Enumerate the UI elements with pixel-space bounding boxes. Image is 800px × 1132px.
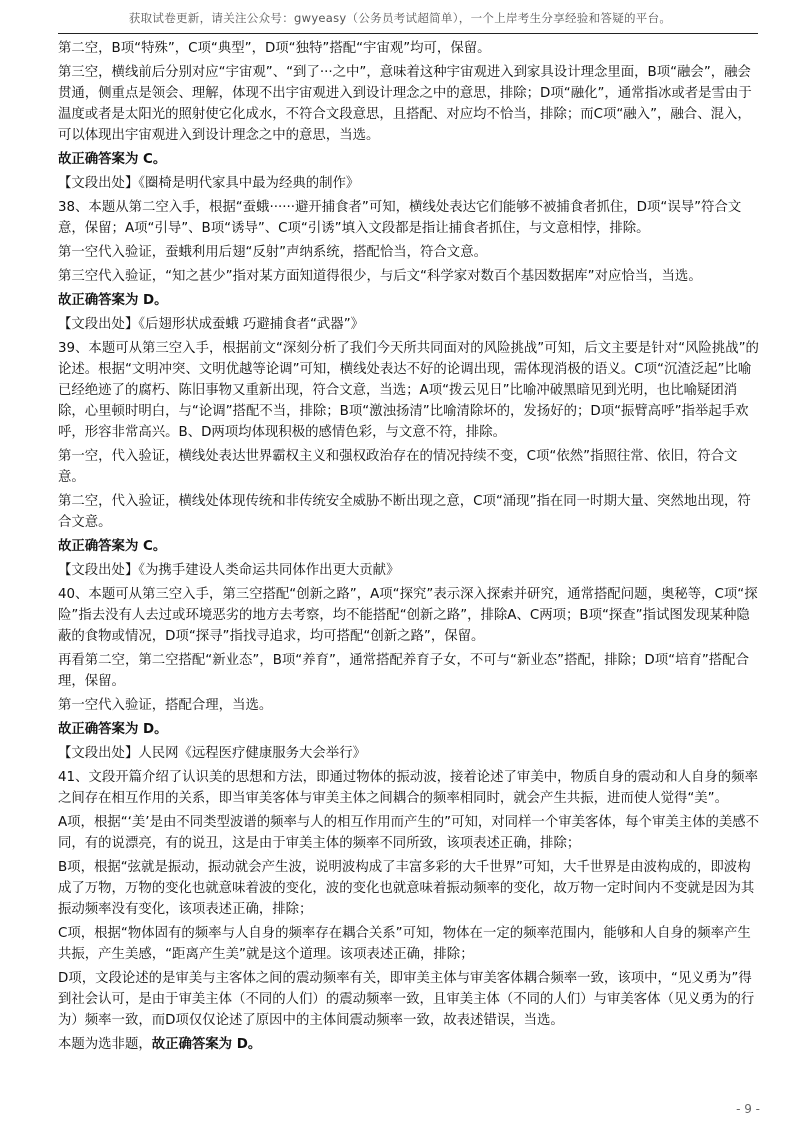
explanation-paragraph: 40、本题可从第三空入手，第三空搭配“创新之路”，A项“探究”表示深入探索并研究，通常搭配问题，奥秘等，C项“探险”指去没有人去过或环境恶劣的地方去考察，均不能搭配“创新之路”，排除A、C两项；B项“探查”指试图发现某种隐蔽的食物或情况，D项“探寻”指找寻追求，均可搭配“创新之路”，保留。 [58, 587, 758, 644]
answer-line: 故正确答案为 D。 [58, 722, 168, 737]
explanation-paragraph: D项，文段论述的是审美与主客体之间的震动频率有关，即审美主体与审美客体耦合频率一致，该项中，“见义勇为”得到社会认可，是由于审美主体（不同的人们）的震动频率一致，且审美主体（不同的人们）与审美客体（见义勇为的行为）频率一致，而D项仅仅论述了原因中的主体间震动频率一致，故表述错误，当选。 [58, 971, 755, 1028]
explanation-paragraph: 第三空代入验证，“知之甚少”指对某方面知道得很少，与后文“科学家对数百个基因数据库”对应恰当，当选。 [58, 269, 702, 284]
answer-line: 故正确答案为 C。 [58, 539, 167, 554]
explanation-paragraph: 41、文段开篇介绍了认识美的思想和方法，即通过物体的振动波，接着论述了审美中，物质自身的震动和人自身的频率之间存在相互作用的关系，即当审美客体与审美主体之间耦合的频率相同时，就会产生共振，进而使人觉得“美”。 [58, 770, 758, 806]
page-number: - 9 - [736, 1102, 760, 1116]
page-header-notice: 获取试卷更新，请关注公众号：gwyeasy（公务员考试超简单），一个上岸考生分享经验和答疑的平台。 [128, 11, 672, 25]
explanation-paragraph: C项，根据“物体固有的频率与人自身的频率存在耦合关系”可知，物体在一定的频率范围内，能够和人自身的频率产生共振，产生美感，“距离产生美”就是这个道理。该项表述正确，排除； [58, 926, 751, 962]
explanation-paragraph: 39、本题可从第三空入手，根据前文“深刻分析了我们今天所共同面对的风险挑战”可知，后文主要是针对“风险挑战”的论述。根据“文明冲突、文明优越等论调”可知，横线处表达不好的论调出现，需体现消极的语义。C项“沉渣泛起”比喻已经绝迹了的腐朽、陈旧事物又重新出现，符合文意，当选；A项“拨云见日”比喻冲破黑暗见到光明，也比喻疑团消除，心里顿时明白，与“论调”搭配不当，排除；B项“激浊扬清”比喻清除坏的，发扬好的；D项“振臂高呼”指举起手欢呼，形容非常高兴。B、D两项均体现积极的感情色彩，与文意不符，排除。 [58, 341, 759, 440]
explanation-paragraph: 第一空代入验证，搭配合理，当选。 [58, 698, 273, 713]
answer-summary-prefix: 本题为选非题， [58, 1037, 152, 1052]
source-citation: 【文段出处】《为携手建设人类命运共同体作出更大贡献》 [58, 563, 400, 578]
explanation-paragraph: 第二空，代入验证，横线处体现传统和非传统安全威胁不断出现之意，C项“涌现”指在同一时期大量、突然地出现，符合文意。 [58, 494, 751, 530]
explanation-paragraph: 第三空，横线前后分别对应“宇宙观”、“到了···之中”，意味着这种宇宙观进入到家具设计理念里面，B项“融会”，融会贯通，侧重点是领会、理解，体现不出宇宙观进入到设计理念之中的意思，排除；D项“融化”，通常指冰或者是雪由于温度或者是太阳光的照射使它化成水，不符合文段意思，且搭配、对应均不恰当，排除；而C项“融入”，融合、混入，可以体现出宇宙观进入到设计理念之中的意思，当选。 [58, 65, 752, 143]
source-citation: 【文段出处】人民网《远程医疗健康服务大会举行》 [58, 746, 366, 761]
answer-line: 故正确答案为 C。 [58, 152, 167, 167]
explanation-paragraph: 38、本题从第二空入手，根据“蚕蛾······避开捕食者”可知，横线处表达它们能够不被捕食者抓住，D项“误导”符合文意，保留；A项“引导”、B项“诱导”、C项“引诱”填入文段都是指让捕食者抓住，与文意相悖，排除。 [58, 200, 742, 236]
explanation-paragraph: 第一空，代入验证，横线处表达世界霸权主义和强权政治存在的情况持续不变，C项“依然”指照往常、依旧，符合文意。 [58, 449, 738, 485]
explanation-paragraph: 第二空，B项“特殊”，C项“典型”，D项“独特”搭配“宇宙观”均可，保留。 [58, 41, 491, 56]
explanation-paragraph: 再看第二空，第二空搭配“新业态”，B项“养育”，通常搭配养育子女，不可与“新业态”搭配，排除；D项“培育”搭配合理，保留。 [58, 653, 749, 689]
explanation-paragraph: 第一空代入验证，蚕蛾利用后翅“反射”声纳系统，搭配恰当，符合文意。 [58, 245, 487, 260]
answer-summary [58, 1034, 762, 1055]
document-body [58, 38, 762, 1058]
source-citation: 【文段出处】《圈椅是明代家具中最为经典的制作》 [58, 176, 360, 191]
answer-summary-bold: 故正确答案为 D。 [151, 1037, 262, 1052]
explanation-paragraph: B项，根据“弦就是振动，振动就会产生波，说明波构成了丰富多彩的大千世界”可知，大千世界是由波构成的，即波构成了万物，万物的变化也就意味着波的变化，波的变化也就意味着振动频率的变化，故万物一定时间内不变就是因为其振动频率没有变化，该项表述正确，排除； [58, 860, 755, 917]
explanation-paragraph: A项，根据“‘美’是由不同类型波谱的频率与人的相互作用而产生的”可知，对同样一个审美客体，每个审美主体的美感不同，有的说漂亮，有的说丑，这是由于审美主体的频率不同所致，该项表述正确，排除； [58, 815, 760, 851]
answer-line: 故正确答案为 D。 [58, 293, 168, 308]
header-divider [58, 33, 758, 34]
source-citation: 【文段出处】《后翅形状成蚕蛾 巧避捕食者“武器”》 [58, 317, 365, 332]
